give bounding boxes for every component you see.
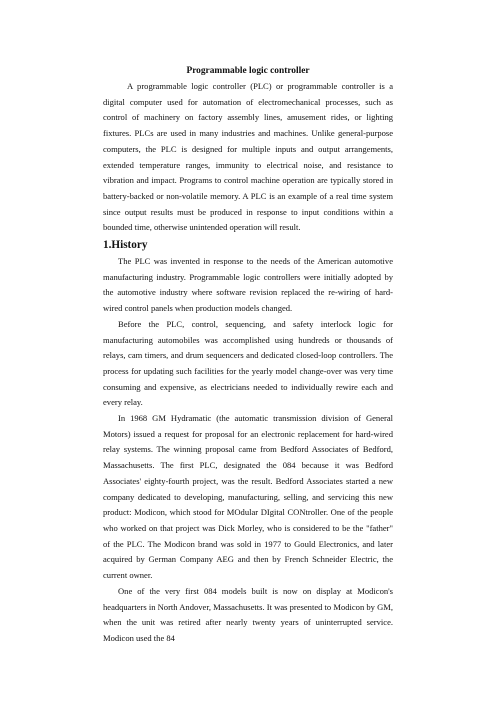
history-paragraph-2: Before the PLC, control, sequencing, and safety interlock logic for manufacturing automobiles was accomplished using hundreds or thousands of relays, cam timers, and drum sequencers and dedicated closed-loop controllers. The process for updating such facilities for the yearly model change-over was very time consuming and expensive, as electricians needed to individually rewire each and every relay. bbox=[103, 318, 393, 408]
document-title: Programmable logic controller bbox=[186, 66, 310, 76]
intro-paragraph: A programmable logic controller (PLC) or programmable controller is a digital computer used for automation of electromechanical processes, such as control of machinery on factory assembly lines, amusement rides, or lighting fixtures. PLCs are used in many industries and machines. Unlike general-purpose computers, the PLC is designed for multiple inputs and output arrangements, extended temperature ranges, immunity to electrical noise, and resistance to vibration and impact. Programs to control machine operation are typically stored in battery-backed or non-volatile memory. A PLC is an example of a real time system since output results must be produced in response to input conditions within a bounded time, otherwise unintended operation will result. bbox=[103, 81, 393, 233]
history-paragraph-4: One of the very first 084 models built is now on display at Modicon's headquarters in North Andover, Massachusetts. It was presented to Modicon by GM, when the unit was retired after nearly twenty years of uninterrupted service. Modicon used the 84 bbox=[103, 585, 393, 643]
section-heading-history: 1.History bbox=[103, 239, 148, 252]
history-paragraph-3: In 1968 GM Hydramatic (the automatic transmission division of General Motors) issued a request for proposal for an electronic replacement for hard-wired relay systems. The winning proposal came from Bedford Associates of Bedford, Massachusetts. The first PLC, designated the 084 because it was Bedford Associates' eighty-fourth project, was the result. Bedford Associates started a new company dedicated to developing, manufacturing, selling, and servicing this new product: Modicon, which stood for MOdular DIgital CONtroller. One of the people who worked on that project was Dick Morley, who is considered to be the "father" of the PLC. The Modicon brand was sold in 1977 to Gould Electronics, and later acquired by German Company AEG and then by French Schneider Electric, the current owner. bbox=[103, 413, 393, 581]
history-paragraph-1: The PLC was invented in response to the needs of the American automotive manufacturing industry. Programmable logic controllers were initially adopted by the automotive industry where software revision replaced the re-wiring of hard-wired control panels when production models changed. bbox=[103, 256, 393, 314]
document-page bbox=[103, 65, 393, 647]
